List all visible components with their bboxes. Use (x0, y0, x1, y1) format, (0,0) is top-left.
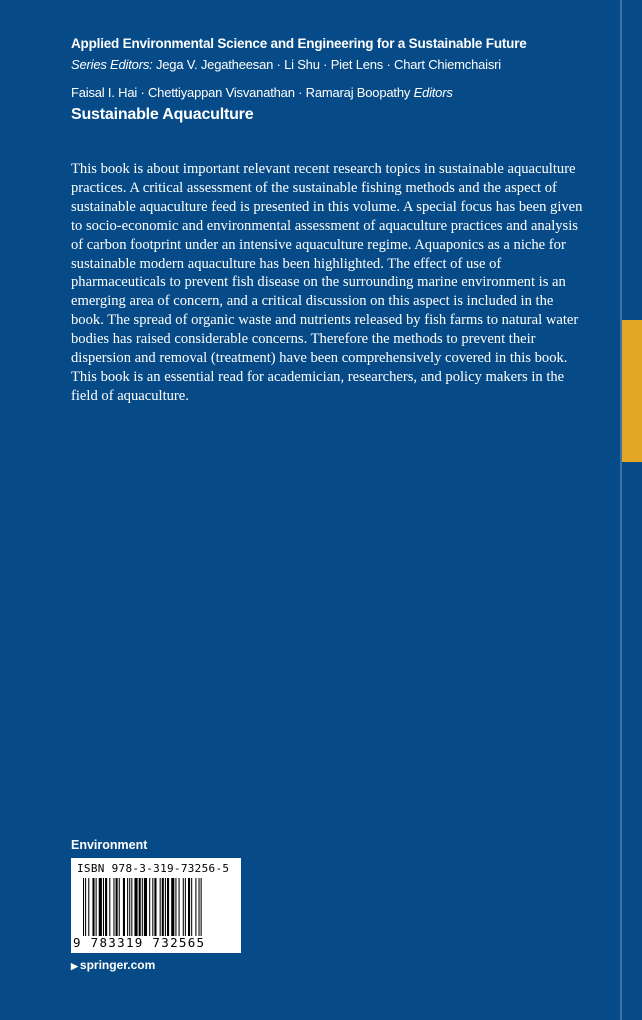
barcode-bar (123, 878, 125, 936)
barcode-bar (160, 878, 161, 936)
series-editors-label: Series Editors: (71, 57, 153, 72)
series-editors (71, 57, 501, 72)
barcode-digits: 9 783319 732565 (73, 935, 206, 950)
barcode-bar (99, 878, 102, 936)
barcode-bar (167, 878, 169, 936)
barcode-bar (134, 878, 137, 936)
barcode-bar (185, 878, 186, 936)
barcode-bar (183, 878, 184, 936)
barcode-bar (149, 878, 150, 936)
book-editors-names: Faisal I. Hai · Chettiyappan Visvanathan · Ramaraj Boopathy (71, 85, 411, 100)
book-editors (71, 85, 453, 100)
spine-edge (620, 0, 622, 1020)
barcode-bar (116, 878, 118, 936)
series-title: Applied Environmental Science and Engineering for a Sustainable Future (71, 36, 527, 51)
barcode-bar (188, 878, 190, 936)
triangle-right-icon: ▶ (71, 961, 78, 971)
barcode-bars (83, 878, 233, 936)
barcode-bar (83, 878, 84, 936)
subject-category: Environment (71, 838, 148, 852)
barcode-bar (162, 878, 164, 936)
barcode-bar (195, 878, 196, 936)
series-editors-names: Jega V. Jegatheesan · Li Shu · Piet Lens · Chart Chiemchaisri (155, 57, 501, 72)
barcode-bar (144, 878, 147, 936)
barcode-bar (154, 878, 156, 936)
book-title: Sustainable Aquaculture (71, 106, 254, 123)
barcode-bar (127, 878, 128, 936)
spine-accent-bar (622, 320, 642, 462)
barcode-bar (129, 878, 130, 936)
barcode-bar (92, 878, 94, 936)
isbn-text: ISBN 978-3-319-73256-5 (77, 862, 230, 875)
isbn-barcode (71, 858, 241, 953)
barcode-bar (165, 878, 166, 936)
barcode-bar (85, 878, 86, 936)
barcode-bar (131, 878, 132, 936)
barcode-bar (119, 878, 120, 936)
barcode-bar (105, 878, 107, 936)
barcode-bar (179, 878, 180, 936)
barcode-bar (139, 878, 141, 936)
barcode-bar (171, 878, 174, 936)
barcode-bar (199, 878, 200, 936)
barcode-bar (152, 878, 153, 936)
barcode-bar (96, 878, 97, 936)
publisher-url: springer.com (79, 958, 156, 972)
barcode-bar (88, 878, 89, 936)
barcode-bar (191, 878, 192, 936)
book-blurb: This book is about important relevant recent research topics in sustainable aquaculture practices. A critical assessment of the sustainable fishing methods and the aspect of sustainable aquaculture feed is presented in this volume. A special focus has been given to socio-economic and environmental assessment of aquaculture practices and analysis of carbon footprint under an intensive aquaculture regime. Aquaponics as a niche for sustainable modern aquaculture has been highlighted. The effect of use of pharmaceuticals to prevent fish disease on the surrounding marine environment is an emerging area of concern, and a critical discussion on this aspect is included in the book. The spread of organic waste and nutrients released by fish farms to natural water bodies has raised considerable concerns. Therefore the methods to prevent their dispersion and removal (treatment) have been comprehensively covered in this book. This book is an essential read for academician, researchers, and policy makers in the field of aquaculture. (71, 161, 583, 404)
publisher-link[interactable] (71, 958, 155, 972)
barcode-bar (175, 878, 176, 936)
book-editors-label: Editors (413, 85, 453, 100)
barcode-bar (201, 878, 202, 936)
barcode-bar (142, 878, 143, 936)
barcode-bar (109, 878, 110, 936)
barcode-bar (103, 878, 104, 936)
barcode-bar (113, 878, 114, 936)
